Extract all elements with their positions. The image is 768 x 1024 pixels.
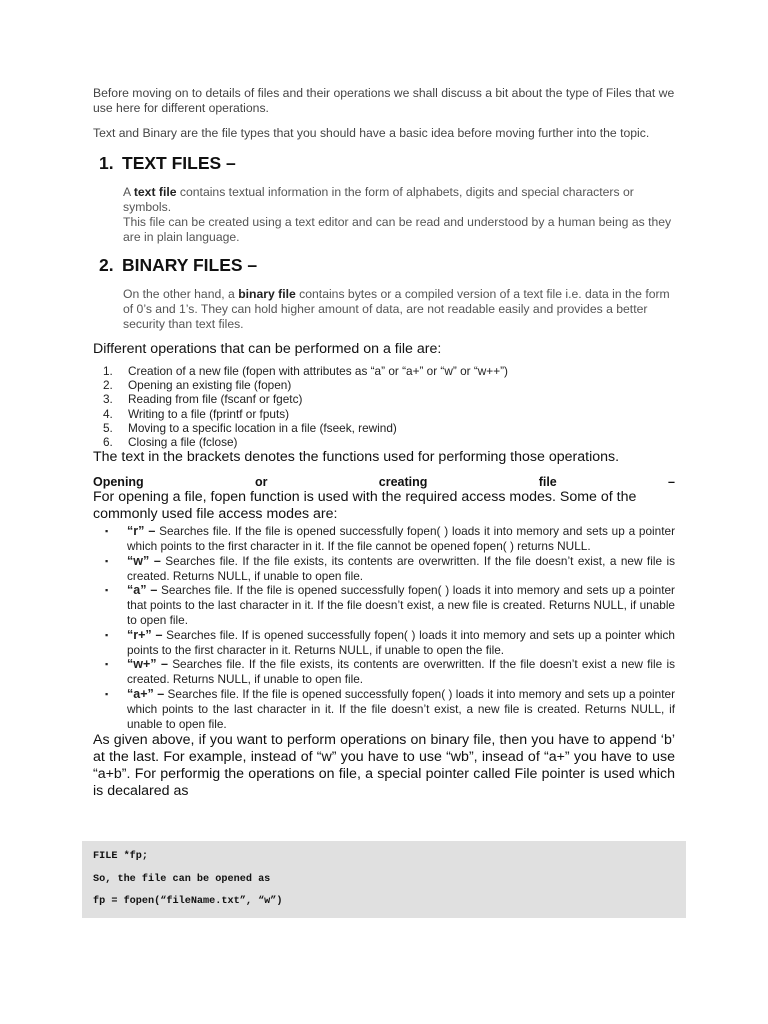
list-number: 2. (103, 378, 113, 393)
list-number: 1. (103, 364, 113, 378)
binary-files-heading (93, 255, 675, 276)
code-line: FILE *fp; (93, 851, 149, 862)
mode-label: “r+” – (127, 627, 163, 642)
list-item (93, 554, 675, 584)
operations-note: The text in the brackets denotes the functions used for performing those operations. (93, 449, 620, 466)
mode-label: “a” – (127, 583, 158, 598)
list-number: 3. (103, 392, 113, 407)
intro-paragraph-2: Text and Binary are the file types that you should have a basic idea before moving further into the topic. (93, 126, 650, 140)
list-item-text: Closing a file (fclose) (128, 435, 238, 450)
opening-description: For opening a file, fopen function is used with the required access modes. Some of the commonly used file access modes are: (93, 489, 637, 523)
list-item (93, 524, 675, 554)
list-item (93, 378, 675, 392)
list-number: 5. (103, 420, 113, 435)
bullet-icon: ▪ (105, 659, 109, 670)
opening-heading-word: file (538, 475, 557, 490)
opening-heading-word: creating (378, 475, 428, 490)
opening-heading-word: Opening (93, 475, 144, 490)
mode-text (127, 657, 675, 687)
code-line: fp = fopen(“fileName.txt”, “w”) (93, 896, 283, 907)
bullet-icon: ▪ (105, 526, 109, 537)
text-files-description (123, 185, 675, 245)
mode-label: “a+” – (127, 686, 165, 701)
list-item (93, 583, 675, 627)
list-item (93, 407, 675, 421)
text-files-desc-rest: contains textual information in the form of alphabets, digits and special characters or symbols. (123, 185, 634, 214)
mode-text (127, 687, 675, 731)
bullet-icon: ▪ (105, 585, 109, 596)
text-files-heading (93, 153, 675, 174)
text-file-term: text file (133, 185, 177, 199)
access-modes-list (93, 524, 675, 731)
binary-files-desc-rest: contains bytes or a compiled version of a text file i.e. data in the form of 0’s and 1’s. They can hold higher amount of data, are not readable easily and provides a better security than text files. (123, 287, 670, 331)
text-files-title: TEXT FILES – (122, 153, 236, 173)
text-files-number: 1. (99, 153, 114, 173)
binary-mode-paragraph: As given above, if you want to perform operations on binary file, then you have to append ‘b’ at the last. For example, instead of “w” you have to use “wb”, insead of “a+” you have to use “a+b”. For performig the operations on file, a special pointer called File pointer is used which is decalared as (93, 732, 675, 800)
bullet-icon: ▪ (105, 629, 109, 640)
mode-text (127, 628, 675, 658)
opening-heading (93, 475, 675, 489)
mode-description: Searches file. If the file exists, its contents are overwritten. If the file doesn’t exist, a new file is created. Returns NULL, if unable to open file. (127, 553, 675, 583)
binary-file-term: binary file (238, 287, 296, 301)
list-item (93, 628, 675, 658)
operations-lead: Different operations that can be performed on a file are: (93, 341, 442, 357)
list-item-text: Opening an existing file (fopen) (128, 378, 292, 393)
code-line: So, the file can be opened as (93, 874, 271, 885)
mode-description: Searches file. If the file is opened successfully fopen( ) loads it into memory and sets up a pointer which points to the first character in it. If the file cannot be opened fopen( ) returns NULL. (127, 524, 675, 554)
mode-label: “w+” – (127, 657, 168, 672)
bullet-icon: ▪ (105, 555, 109, 566)
binary-files-number: 2. (99, 255, 114, 275)
binary-files-desc-prefix: On the other hand, a (123, 287, 239, 301)
list-item (93, 364, 675, 378)
opening-heading-word: or (254, 475, 268, 490)
text-files-desc-2: This file can be created using a text editor and can be read and understood by a human being as they are in plain language. (123, 215, 672, 244)
mode-description: Searches file. If the file exists, its contents are overwritten. If the file doesn’t exist a new file is created. Returns NULL, if unable to open file. (127, 657, 676, 687)
bullet-icon: ▪ (105, 688, 109, 699)
mode-description: Searches file. If is opened successfully fopen( ) loads it into memory and sets up a pointer which points to the first character in it. Returns NULL, if unable to open the file. (127, 627, 675, 657)
intro-paragraph-1: Before moving on to details of files and their operations we shall discuss a bit about the type of Files that we use here for different operations. (93, 86, 675, 115)
mode-label: “r” – (127, 524, 156, 539)
mode-description: Searches file. If the file is opened successfully fopen( ) loads it into memory and sets up a pointer which points to the last character in it. If the file doesn’t exist, a new file is created. Returns NULL, if unable to open file. (127, 686, 675, 731)
list-item (93, 657, 675, 687)
list-item-text: Moving to a specific location in a file (fseek, rewind) (128, 420, 397, 435)
list-item-text: Reading from file (fscanf or fgetc) (128, 392, 303, 407)
operations-list (93, 364, 675, 449)
list-item-text: Writing to a file (fprintf or fputs) (128, 406, 290, 421)
mode-description: Searches file. If the file is opened successfully fopen( ) loads it into memory and sets up a pointer that points to the last character in it. If the file doesn’t exist, a new file is created. Returns NULL, if unable to open file. (127, 583, 675, 627)
list-item (93, 392, 675, 406)
list-item (93, 421, 675, 435)
binary-files-title: BINARY FILES – (122, 255, 258, 275)
text-files-desc-prefix: A (123, 185, 134, 199)
mode-label: “w” – (127, 553, 161, 568)
list-item (93, 687, 675, 731)
code-block (82, 841, 686, 918)
opening-heading-word: – (668, 475, 675, 490)
mode-text (127, 524, 675, 554)
list-item (93, 435, 675, 449)
mode-text (127, 554, 675, 584)
mode-text (127, 583, 675, 627)
list-number: 4. (103, 406, 113, 421)
document-body (93, 86, 675, 800)
binary-files-description (123, 287, 675, 332)
list-item-text: Creation of a new file (fopen with attributes as “a” or “a+” or “w” or “w++”) (128, 364, 508, 378)
list-number: 6. (103, 435, 113, 450)
